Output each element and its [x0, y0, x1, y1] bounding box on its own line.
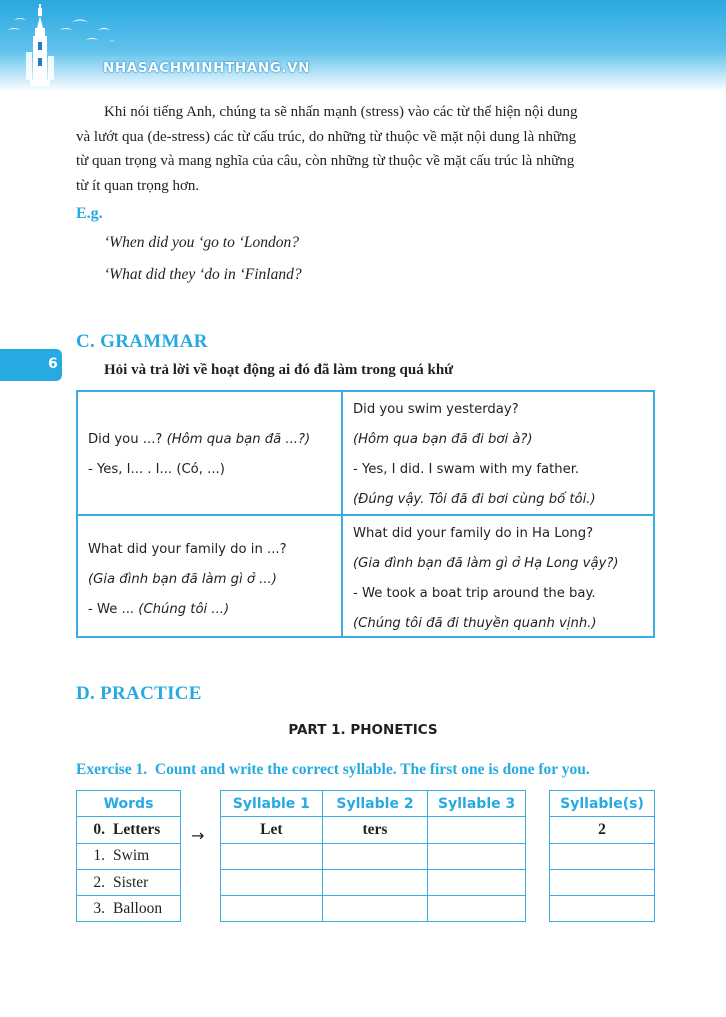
- cell-line: (Đúng vậy. Tôi đã đi bơi cùng bố tôi.): [353, 492, 596, 507]
- page-number: 6: [48, 356, 58, 372]
- page-header: [0, 0, 726, 92]
- word-number: 2.: [93, 873, 105, 891]
- syllable-input[interactable]: [322, 896, 428, 922]
- syllable-cell: Let: [221, 817, 323, 843]
- syllable-header: Syllable 1: [221, 791, 323, 817]
- exercise-label: Exercise 1.: [76, 761, 148, 778]
- cell-line: (Gia đình bạn đã làm gì ở Hạ Long vậy?): [353, 556, 619, 571]
- grammar-subtitle: Hỏi và trả lời về hoạt động ai đó đã làm trong quá khứ: [104, 362, 454, 378]
- syllable-input[interactable]: [221, 869, 323, 895]
- count-input[interactable]: [550, 896, 655, 922]
- cell-line: [88, 602, 229, 617]
- grammar-table: [76, 390, 655, 638]
- site-name: NHASACHMINHTHANG.VN: [103, 60, 311, 76]
- syllable-input[interactable]: [428, 843, 526, 869]
- syllable-input[interactable]: [221, 896, 323, 922]
- tower-and-birds-icon: [0, 0, 200, 90]
- cell-line: (Hôm qua bạn đã đi bơi à?): [353, 432, 533, 447]
- intro-line: và lướt qua (de-stress) các từ cấu trúc, do những từ thuộc về mặt nội dung là những: [76, 128, 577, 145]
- cell-line: - We took a boat trip around the bay.: [353, 586, 596, 601]
- count-cell: 2: [550, 817, 655, 843]
- arrow-right-icon: →: [191, 826, 205, 845]
- syllable-input[interactable]: [322, 843, 428, 869]
- pattern-text: - We ...: [88, 602, 139, 617]
- grammar-cell-question-example: [343, 392, 653, 514]
- part-title: PART 1. PHONETICS: [288, 722, 438, 738]
- pattern-translation: (Hôm qua bạn đã ...?): [166, 432, 311, 447]
- syllable-input[interactable]: [428, 869, 526, 895]
- exercise-instruction: [76, 761, 590, 779]
- pattern-translation: (Chúng tôi ...): [138, 602, 230, 617]
- word-number: 0.: [93, 820, 105, 838]
- grammar-cell-family-pattern: [78, 516, 341, 636]
- intro-paragraph: [76, 100, 654, 198]
- example-label: E.g.: [76, 205, 103, 222]
- syllable-count-table: [549, 790, 655, 922]
- word-number: 1.: [93, 847, 105, 865]
- practice-title: D. PRACTICE: [76, 683, 202, 704]
- words-table: [76, 790, 181, 922]
- exercise-text: Count and write the correct syllable. The first one is done for you.: [154, 761, 590, 778]
- syllable-input[interactable]: [322, 869, 428, 895]
- example-sentence: ‘When did you ‘go to ‘London?: [104, 234, 300, 251]
- intro-line: Khi nói tiếng Anh, chúng ta sẽ nhấn mạnh (stress) vào các từ thể hiện nội dung: [104, 104, 578, 120]
- count-input[interactable]: [550, 869, 655, 895]
- syllable-input[interactable]: [428, 896, 526, 922]
- syllables-table: [220, 790, 526, 922]
- intro-line: từ ít quan trọng hơn.: [76, 177, 200, 194]
- cell-line: (Chúng tôi đã đi thuyền quanh vịnh.): [353, 616, 597, 631]
- syllable-header: Syllable 2: [322, 791, 428, 817]
- word-text: Balloon: [113, 899, 163, 917]
- syllable-cell: [428, 817, 526, 843]
- grammar-cell-family-example: [343, 516, 653, 636]
- word-text: Sister: [113, 873, 149, 891]
- cell-line: - Yes, I did. I swam with my father.: [353, 462, 580, 477]
- syllable-header: Syllable 3: [428, 791, 526, 817]
- word-cell: [77, 817, 181, 843]
- word-cell: [77, 843, 181, 869]
- word-text: Letters: [113, 820, 161, 838]
- syllable-input[interactable]: [221, 843, 323, 869]
- cell-line: (Gia đình bạn đã làm gì ở ...): [88, 572, 277, 587]
- intro-line: từ quan trọng và mang nghĩa của câu, còn những từ thuộc về mặt cấu trúc là những: [76, 153, 575, 169]
- cell-line: Did you swim yesterday?: [353, 402, 519, 417]
- cell-line: What did your family do in Ha Long?: [353, 526, 594, 541]
- words-header: Words: [77, 791, 181, 817]
- cell-line: - Yes, I... . I... (Có, ...): [88, 462, 225, 477]
- word-text: Swim: [113, 847, 150, 865]
- example-sentence: ‘What did they ‘do in ‘Finland?: [104, 266, 302, 283]
- count-input[interactable]: [550, 843, 655, 869]
- count-header: Syllable(s): [550, 791, 655, 817]
- cell-line: What did your family do in ...?: [88, 542, 287, 557]
- pattern-text: Did you ...?: [88, 432, 167, 447]
- grammar-title: C. GRAMMAR: [76, 331, 208, 352]
- grammar-cell-question-pattern: [78, 392, 341, 514]
- cell-line: [88, 432, 310, 447]
- page-tab: [0, 349, 62, 381]
- syllable-cell: ters: [322, 817, 428, 843]
- word-cell: [77, 896, 181, 922]
- word-number: 3.: [93, 899, 105, 917]
- word-cell: [77, 869, 181, 895]
